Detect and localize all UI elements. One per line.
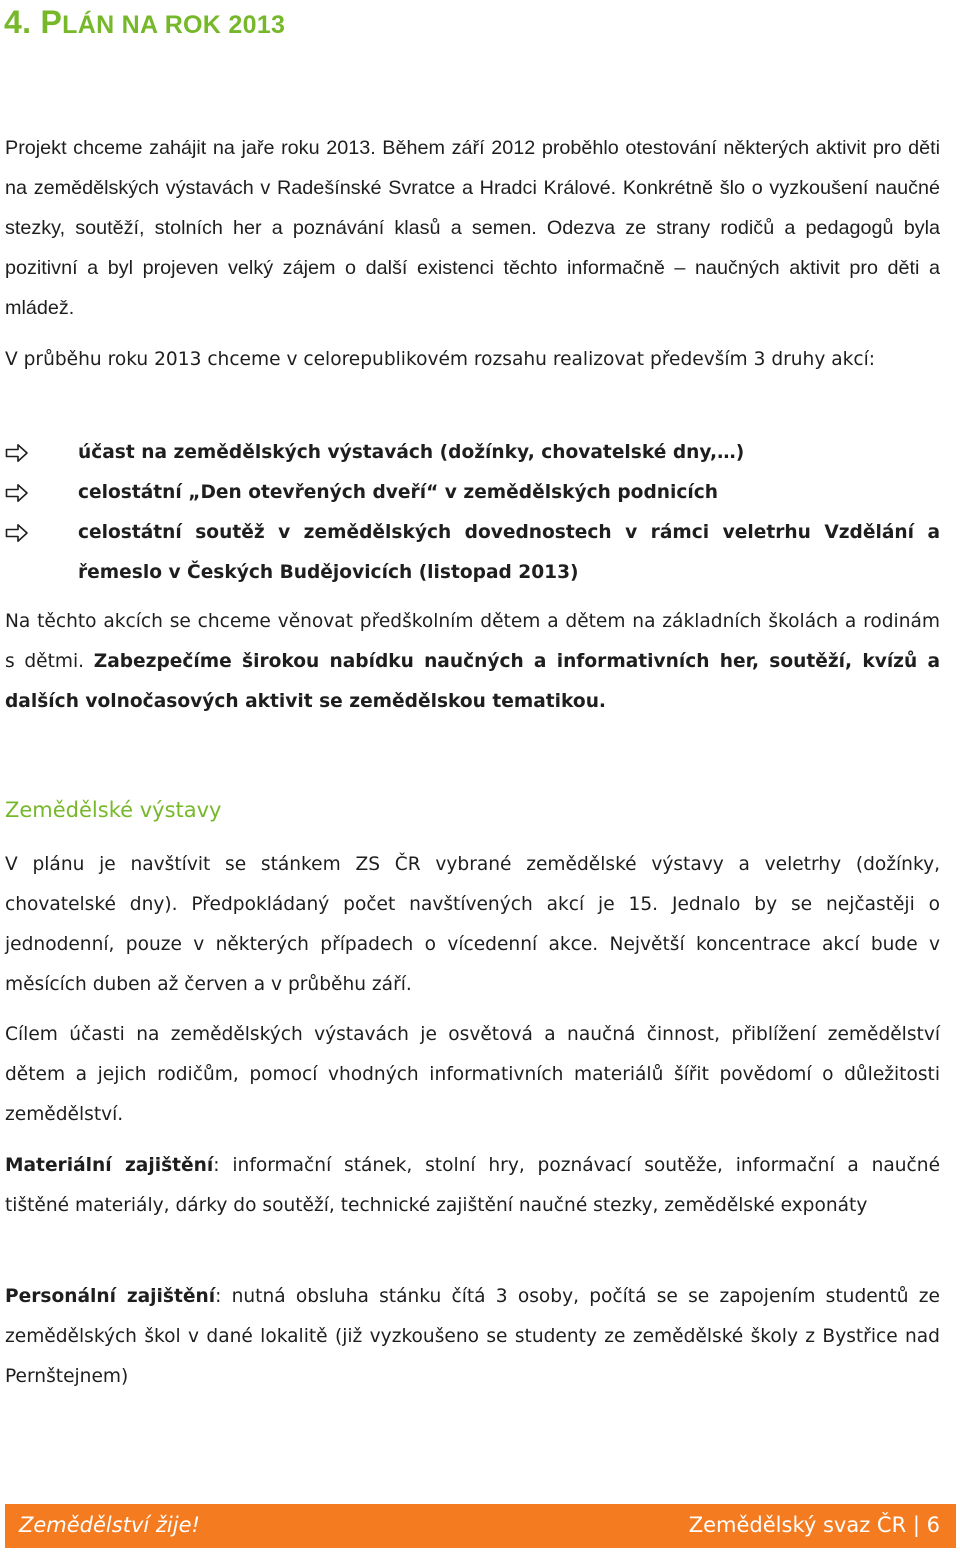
personnel-text: : nutná obsluha stánku čítá 3 osoby, počítá se se zapojením studentů ze zemědělských škol v dané lokalitě (již vyzkoušeno se studenty ze zemědělské školy z Bystřice nad Pernštejnem)	[5, 1286, 940, 1387]
heading-rest: LÁN NA ROK 2013	[62, 11, 286, 39]
action-list	[5, 433, 940, 593]
after-list-paragraph	[5, 602, 940, 722]
list-item	[5, 513, 940, 593]
personnel-label: Personální zajištění	[5, 1286, 216, 1307]
page-heading	[4, 2, 285, 45]
hollow-right-arrow-icon	[5, 483, 29, 503]
heading-number: 4.	[4, 4, 32, 40]
material-label: Materiální zajištění	[5, 1155, 214, 1176]
footer-org: Zemědělský svaz ČR	[688, 1513, 907, 1537]
section-title: Zemědělské výstavy	[5, 798, 222, 822]
footer-slogan: Zemědělství žije!	[19, 1513, 200, 1537]
after-list-normal: Na těchto akcích se chceme věnovat předškolním dětem a dětem na základních školách a rodinám s dětmi.	[5, 611, 940, 672]
page-number: 6	[926, 1513, 940, 1537]
list-item-text: účast na zemědělských výstavách (dožínky, chovatelské dny,…)	[78, 442, 745, 463]
section-paragraph-1: V plánu je navštívit se stánkem ZS ČR vybrané zemědělské výstavy a veletrhy (dožínky, chovatelské dny). Předpokládaný počet navštívených akcí je 15. Jednalo by se nejčastěji o jednodenní, pouze v některých případech o vícedenní akce. Největší koncentrace akcí bude v měsících duben až červen a v průběhu září.	[5, 854, 940, 995]
list-item-text: celostátní soutěž v zemědělských dovednostech v rámci veletrhu Vzdělání a řemeslo v Českých Budějovicích (listopad 2013)	[78, 522, 940, 583]
hollow-right-arrow-icon	[5, 523, 29, 543]
personnel-paragraph	[5, 1277, 940, 1397]
footer-right	[689, 1513, 940, 1537]
intro-paragraph-1: Projekt chceme zahájit na jaře roku 2013. Během září 2012 proběhlo otestování některých aktivit pro děti na zemědělských výstavách v Radešínské Svratce a Hradci Králové. Konkrétně šlo o vyzkoušení naučné stezky, soutěží, stolních her a poznávání klasů a semen. Odezva ze strany rodičů a pedagogů byla pozitivní a byl projeven velký zájem o další existenci těchto informačně – naučných aktivit pro děti a mládež.	[5, 137, 940, 319]
material-text: : informační stánek, stolní hry, poznávací soutěže, informační a naučné tištěné materiály, dárky do soutěží, technické zajištění naučné stezky, zemědělské exponáty	[5, 1155, 941, 1216]
section-paragraph-2: Cílem účasti na zemědělských výstavách je osvětová a naučná činnost, přiblížení zemědělství dětem a jejich rodičům, pomocí vhodných informativních materiálů šířit povědomí o důležitosti zemědělství.	[5, 1024, 940, 1125]
material-paragraph	[5, 1146, 940, 1226]
hollow-right-arrow-icon	[5, 443, 29, 463]
after-list-bold: Zabezpečíme širokou nabídku naučných a informativních her, soutěží, kvízů a dalších volnočasových aktivit se zemědělskou tematikou.	[5, 651, 941, 712]
list-item-text: celostátní „Den otevřených dveří“ v zemědělských podnicích	[78, 482, 719, 503]
page-footer	[5, 1504, 956, 1548]
list-item	[5, 473, 940, 513]
intro-paragraph-2: V průběhu roku 2013 chceme v celorepublikovém rozsahu realizovat především 3 druhy akcí:	[5, 349, 876, 370]
footer-separator: |	[912, 1513, 920, 1537]
list-item	[5, 433, 940, 473]
heading-first-letter: P	[40, 4, 63, 40]
